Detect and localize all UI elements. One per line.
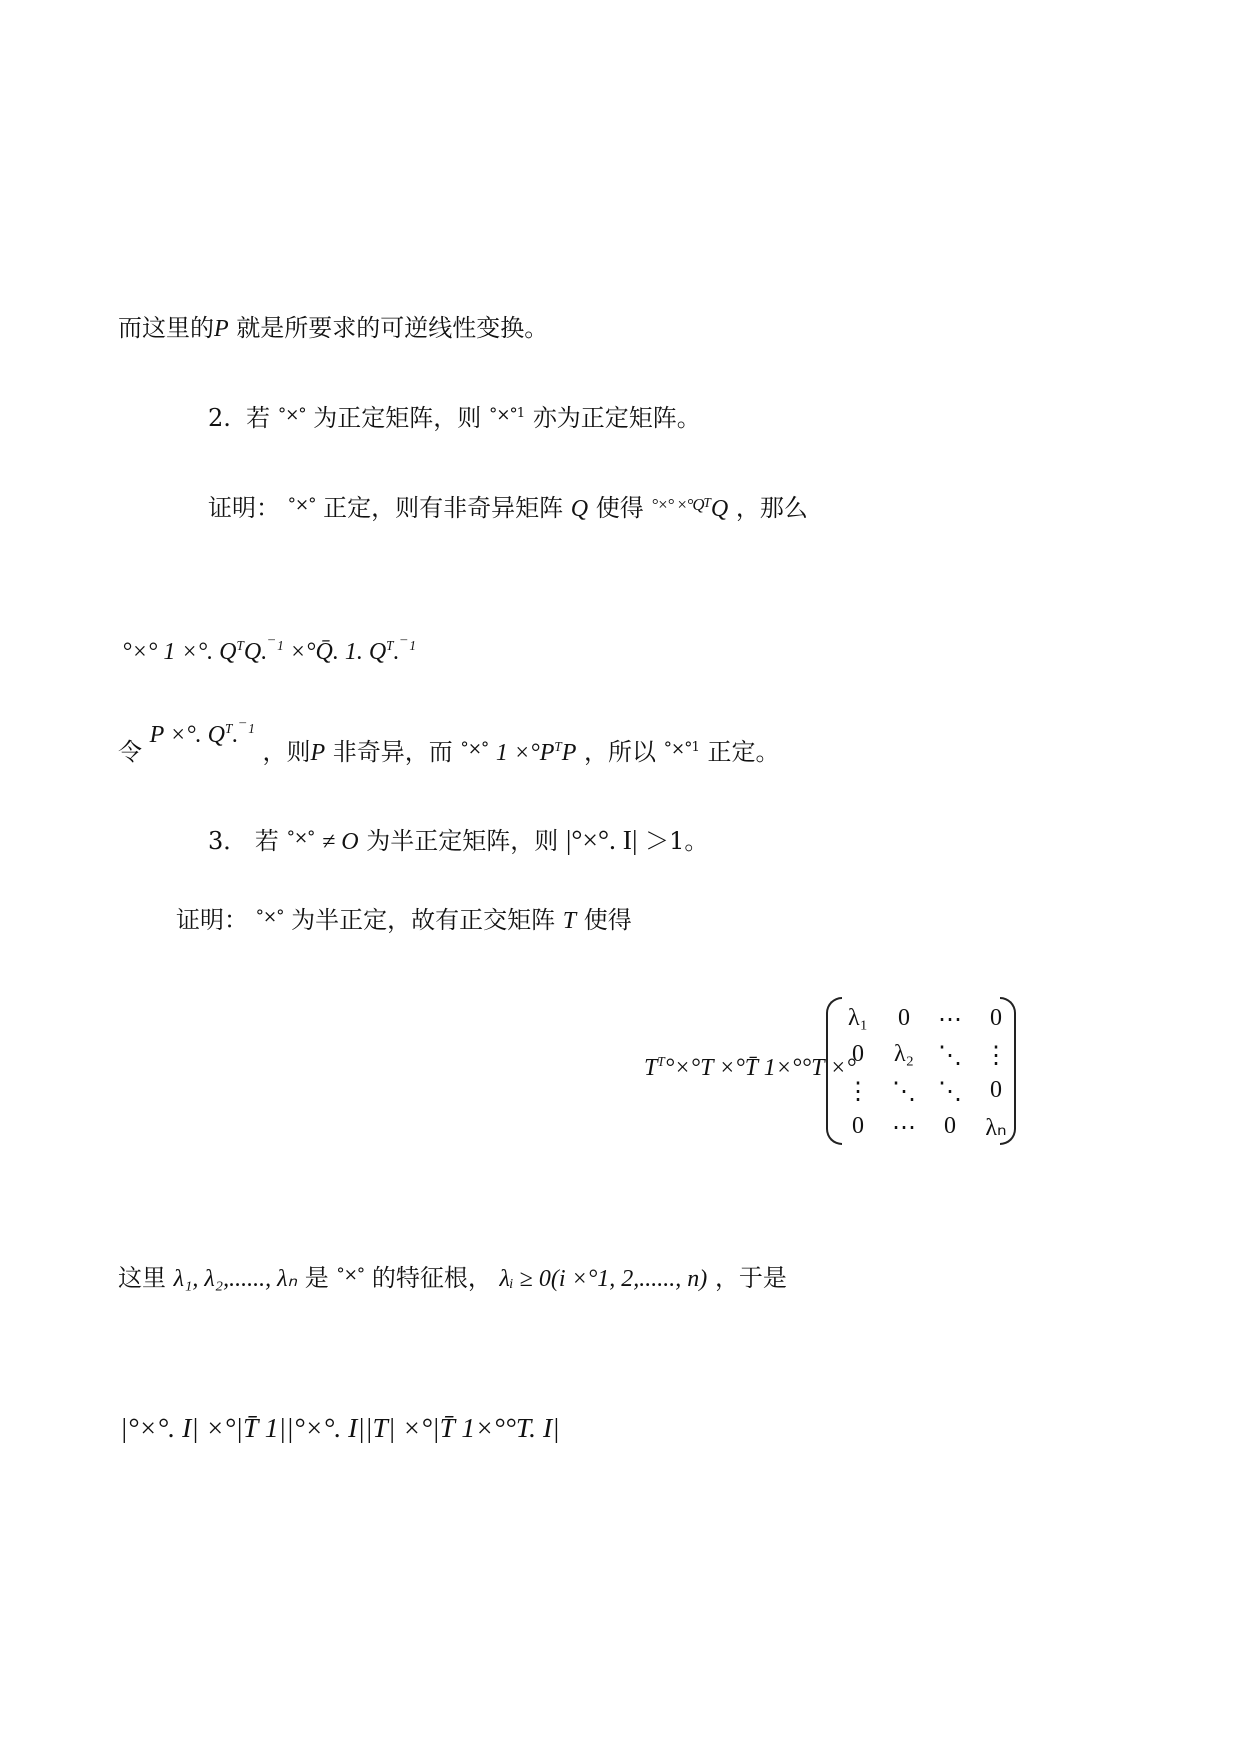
exponent: 1: [516, 406, 526, 421]
matrix-cell: 0: [990, 1005, 1002, 1031]
matrix-cell: 0: [898, 1005, 910, 1031]
formula: $1 \times^\circ P^TP$: [495, 739, 577, 766]
garbled-glyph: °×°: [460, 738, 489, 759]
line-9: [118, 1266, 787, 1291]
text: 亦为正定矩阵。: [532, 404, 701, 432]
var-q: Q: [570, 496, 589, 522]
matrix-cell: λ₂: [893, 1041, 914, 1067]
determinant: |°×°. I|: [565, 824, 638, 855]
text: ，那么: [735, 494, 808, 522]
line-10-formula: |°×°. I| ×°|T̄ 1||°×°. I||T| ×°|T̄ 1×°°T. I|: [120, 1412, 560, 1443]
matrix-cell: ⋯: [892, 1115, 916, 1141]
line-8-formula: $T^T^\circ\times^\circ T$ ×°T̄ 1×°°T ×°: [644, 1054, 856, 1081]
matrix-cell: ⋯: [938, 1007, 962, 1033]
matrix-cell: 0: [990, 1077, 1002, 1103]
text: 使得: [595, 494, 644, 522]
item-number: 3．: [208, 827, 248, 855]
matrix-cell: ⋱: [938, 1043, 962, 1069]
text: 为半正定，故有正交矩阵: [291, 906, 556, 934]
text: ＞1。: [645, 827, 709, 855]
var-t: T: [562, 908, 577, 934]
text: ，所以: [584, 738, 657, 766]
text: 使得: [583, 906, 632, 934]
text: 若: [246, 404, 271, 432]
matrix-cell: 0: [852, 1041, 864, 1067]
matrix-cell: ⋮: [846, 1079, 870, 1105]
formula: ≠ O: [322, 829, 359, 855]
text: 正定，则有非奇异矩阵: [323, 494, 564, 522]
text: 就是所要求的可逆线性变换。: [236, 314, 549, 342]
garbled-glyph: °×°: [663, 738, 692, 759]
line-6: [208, 826, 708, 854]
matrix-cell: 0: [944, 1113, 956, 1139]
text: ，于是: [714, 1264, 787, 1292]
formula: P ×°. $Q^T.^{¯ 1}$: [149, 721, 255, 748]
text: 为正定矩阵，则: [313, 404, 482, 432]
line-5: 令 P ×°. $Q^T.^{¯ 1}$ ，则P 非奇异，而 °×° $1 \times^\circ P^TP$ ，所以 $^{^\circ\times^\circ 1}$ 正定。: [118, 721, 780, 766]
line-3: [208, 496, 808, 521]
label-proof: 证明：: [208, 494, 280, 522]
text: 令: [118, 738, 142, 766]
garbled-glyph: °×°: [287, 494, 316, 515]
text: 正定。: [707, 738, 780, 766]
garbled-glyph: °×°: [277, 404, 306, 425]
diagonal-matrix: [826, 997, 1016, 1145]
text: 是: [304, 1264, 329, 1292]
formula: $^{^\circ\times^\circ \times^\circ QT}$Q: [651, 495, 729, 522]
text: 为半正定矩阵，则: [366, 827, 559, 855]
line-2: [208, 406, 701, 430]
garbled-glyph: °×°: [286, 827, 315, 848]
garbled-glyph: °×°: [255, 906, 284, 927]
garbled-glyph: °×°: [336, 1264, 365, 1285]
text: ，则: [262, 738, 311, 766]
text: 若: [254, 827, 279, 855]
var-p: P: [214, 316, 229, 342]
text: 非奇异，而: [332, 738, 453, 766]
label-proof: 证明：: [176, 906, 248, 934]
line-7: [176, 908, 632, 933]
text: 这里: [118, 1264, 166, 1292]
text: 而这里的: [118, 314, 214, 342]
line-1: [118, 316, 548, 341]
formula-condition: λᵢ ≥ 0(i ×°1, 2,......, n): [499, 1266, 708, 1292]
matrix-cell: λ₁: [847, 1005, 868, 1031]
garbled-glyph: °×°: [488, 404, 517, 425]
matrix-cell: ⋱: [892, 1079, 916, 1105]
line-4-formula: °×° 1 ×°. $Q^TQ.^{¯ 1}$ ×°Q̄. 1. $Q^T.^{¯ 1}$: [122, 638, 416, 665]
text: 的特征根，: [371, 1264, 492, 1292]
matrix-cell: λₙ: [985, 1115, 1007, 1141]
item-number: 2.: [208, 404, 231, 432]
matrix-cell: ⋮: [984, 1043, 1008, 1069]
matrix-cell: ⋱: [938, 1079, 962, 1105]
matrix-cell: 0: [852, 1113, 864, 1139]
formula-eigenvalues: λ₁, λ₂,......, λₙ: [173, 1266, 298, 1292]
